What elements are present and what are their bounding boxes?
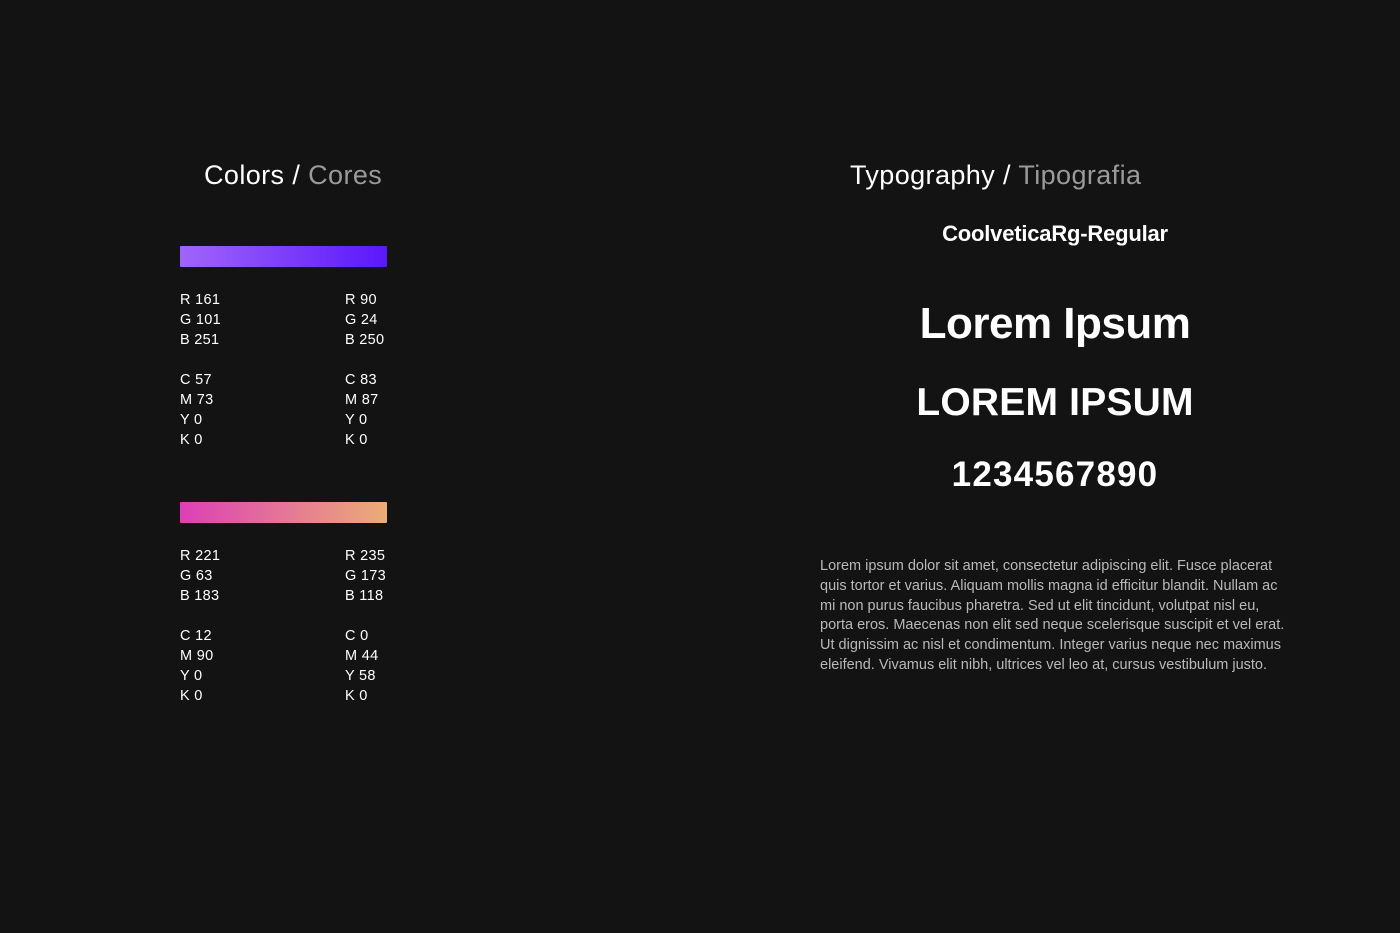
rgb-r: R 161 (180, 292, 221, 308)
cmyk-m: M 73 (180, 392, 214, 408)
rgb-values (180, 546, 345, 606)
colors-heading-secondary: Cores (308, 160, 383, 190)
typography-section-heading (850, 160, 1340, 191)
cmyk-m: M 87 (345, 392, 379, 408)
colors-section (180, 160, 600, 704)
type-sample-numerals: 1234567890 (951, 455, 1159, 494)
colors-heading-primary: Colors (204, 160, 285, 190)
typography-heading-secondary: Tipografia (1018, 160, 1142, 190)
rgb-g: G 24 (345, 312, 378, 328)
rgb-r: R 235 (345, 548, 386, 564)
rgb-r: R 90 (345, 292, 377, 308)
cmyk-k: K 0 (180, 432, 203, 448)
cmyk-values (180, 370, 345, 450)
cmyk-c: C 83 (345, 372, 377, 388)
color-value-column (345, 290, 510, 450)
color-value-column (180, 546, 345, 706)
colors-section-heading (204, 160, 600, 191)
rgb-r: R 221 (180, 548, 221, 564)
typography-section (820, 160, 1340, 676)
cmyk-c: C 57 (180, 372, 212, 388)
rgb-b: B 118 (345, 588, 384, 604)
cmyk-k: K 0 (345, 432, 368, 448)
color-swatch-bar-purple (180, 246, 387, 267)
color-group-pink-orange (180, 502, 600, 706)
cmyk-y: Y 0 (345, 412, 368, 428)
rgb-b: B 251 (180, 332, 220, 348)
font-family-name: CoolveticaRg-Regular (942, 221, 1168, 246)
type-sample-mixed-case: Lorem Ipsum (919, 299, 1191, 348)
rgb-values (345, 546, 510, 606)
cmyk-y: Y 0 (180, 412, 203, 428)
cmyk-c: C 12 (180, 628, 212, 644)
color-swatch-bar-pink-orange (180, 502, 387, 523)
rgb-b: B 183 (180, 588, 220, 604)
color-value-column (345, 546, 510, 706)
rgb-values (180, 290, 345, 350)
cmyk-y: Y 0 (180, 668, 203, 684)
rgb-g: G 101 (180, 312, 221, 328)
cmyk-values (345, 626, 510, 706)
color-group-purple (180, 246, 600, 450)
cmyk-c: C 0 (345, 628, 369, 644)
type-sample-upper-case: LOREM IPSUM (916, 381, 1194, 424)
colors-heading-separator: / (292, 160, 301, 190)
rgb-b: B 250 (345, 332, 385, 348)
cmyk-y: Y 58 (345, 668, 376, 684)
color-value-column (180, 290, 345, 450)
typography-heading-primary: Typography (850, 160, 996, 190)
cmyk-values (345, 370, 510, 450)
rgb-values (345, 290, 510, 350)
typography-heading-separator: / (1003, 160, 1011, 190)
rgb-g: G 173 (345, 568, 386, 584)
rgb-g: G 63 (180, 568, 213, 584)
cmyk-m: M 44 (345, 648, 379, 664)
cmyk-k: K 0 (180, 688, 203, 704)
cmyk-k: K 0 (345, 688, 368, 704)
color-values-pink-orange (180, 546, 600, 706)
type-sample-paragraph: Lorem ipsum dolor sit amet, consectetur adipiscing elit. Fusce placerat quis tortor et varius. Aliquam mollis magna id efficitur blandit. Nullam ac mi non purus faucibus pharetra. Sed ut elit tincidunt, volutpat nisl eu, porta eros. Maecenas non elit sed neque scelerisque suscipit et vel erat. Ut dignissim ac nisl et condimentum. Integer varius neque nec maximus eleifend. Vivamus elit nibh, ultrices vel leo at, cursus vestibulum justo. (820, 558, 1285, 673)
cmyk-values (180, 626, 345, 706)
color-values-purple (180, 290, 600, 450)
cmyk-m: M 90 (180, 648, 214, 664)
